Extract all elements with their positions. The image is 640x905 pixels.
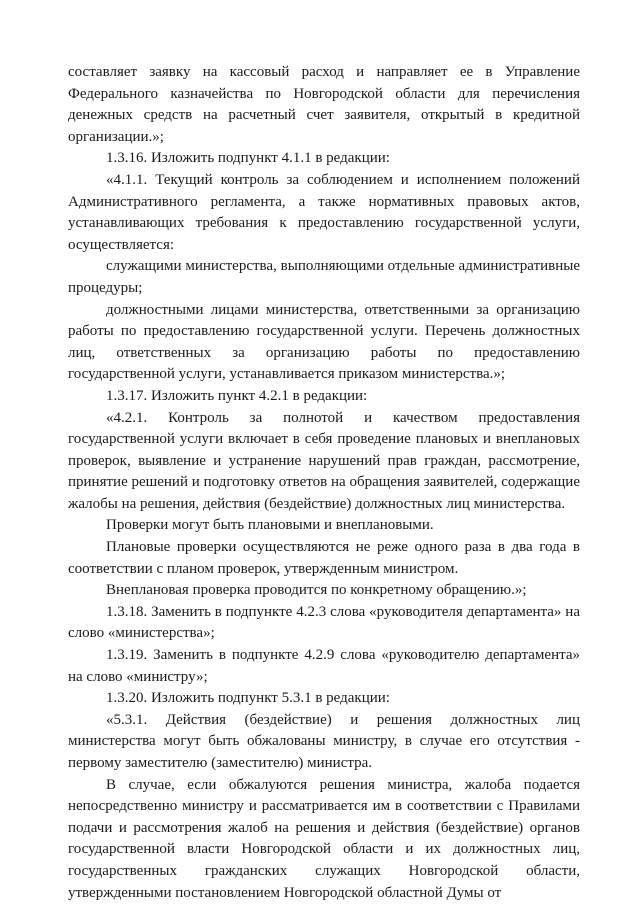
paragraph-quote-5-3-1: «5.3.1. Действия (бездействие) и решения должностных лиц министерства могут быть обжалованы министру, в случае его отсутствия - первому заместителю (заместителю) министра. — [68, 711, 580, 771]
paragraph-item-1-3-16: 1.3.16. Изложить подпункт 4.1.1 в редакции: — [106, 150, 390, 167]
paragraph-unplanned-inspection: Внеплановая проверка проводится по конкретному обращению.»; — [106, 582, 527, 599]
paragraph-quote-4-1-1: «4.1.1. Текущий контроль за соблюдением и исполнением положений Административного регламента, а также нормативных правовых актов, устанавливающих требования к предоставлению государственной услуги, осуществляется: — [68, 171, 580, 253]
paragraph-employees: служащими министерства, выполняющими отдельные административные процедуры; — [68, 258, 580, 296]
paragraph-item-1-3-19: 1.3.19. Заменить в подпункте 4.2.9 слова «руководителю департамента» на слово «министру»; — [68, 647, 580, 685]
document-page — [68, 62, 580, 904]
paragraph-officials: должностными лицами министерства, ответственными за организацию работы по предоставлению государственной услуги. Перечень должностных лиц, ответственных за организацию работы по предоставлению государственной услуги, устанавливается приказом министерства.»; — [68, 301, 580, 383]
paragraph-item-1-3-17: 1.3.17. Изложить пункт 4.2.1 в редакции: — [106, 387, 368, 404]
paragraph-item-1-3-20: 1.3.20. Изложить подпункт 5.3.1 в редакции: — [106, 690, 390, 707]
paragraph-inspections: Проверки могут быть плановыми и внеплановыми. — [106, 517, 434, 534]
paragraph-quote-4-2-1: «4.2.1. Контроль за полнотой и качеством предоставления государственной услуги включает в себя проведение плановых и внеплановых проверок, выявление и устранение нарушений прав граждан, рассмотрение, принятие решений и подготовку ответов на обращения заявителей, содержащие жалобы на решения, действия (бездействие) должностных лиц министерства. — [68, 409, 580, 512]
paragraph-continuation: составляет заявку на кассовый расход и направляет ее в Управление Федерального казначейства по Новгородской области для перечисления денежных средств на расчетный счет заявителя, открытый в кредитной организации.»; — [68, 64, 580, 145]
paragraph-appeal-minister: В случае, если обжалуются решения министра, жалоба подается непосредственно министру и рассматривается им в соответствии с Правилами подачи и рассмотрения жалоб на решения и действия (бездействие) органов государственной власти Новгородской области и их должностных лиц, государственных гражданских служащих Новгородской области, утвержденными постановлением Новгородской областной Думы от — [68, 776, 580, 901]
paragraph-item-1-3-18: 1.3.18. Заменить в подпункте 4.2.3 слова «руководителя департамента» на слово «министерства»; — [68, 603, 580, 642]
paragraph-planned-inspections: Плановые проверки осуществляются не реже одного раза в два года в соответствии с планом проверок, утвержденным министром. — [68, 539, 580, 577]
